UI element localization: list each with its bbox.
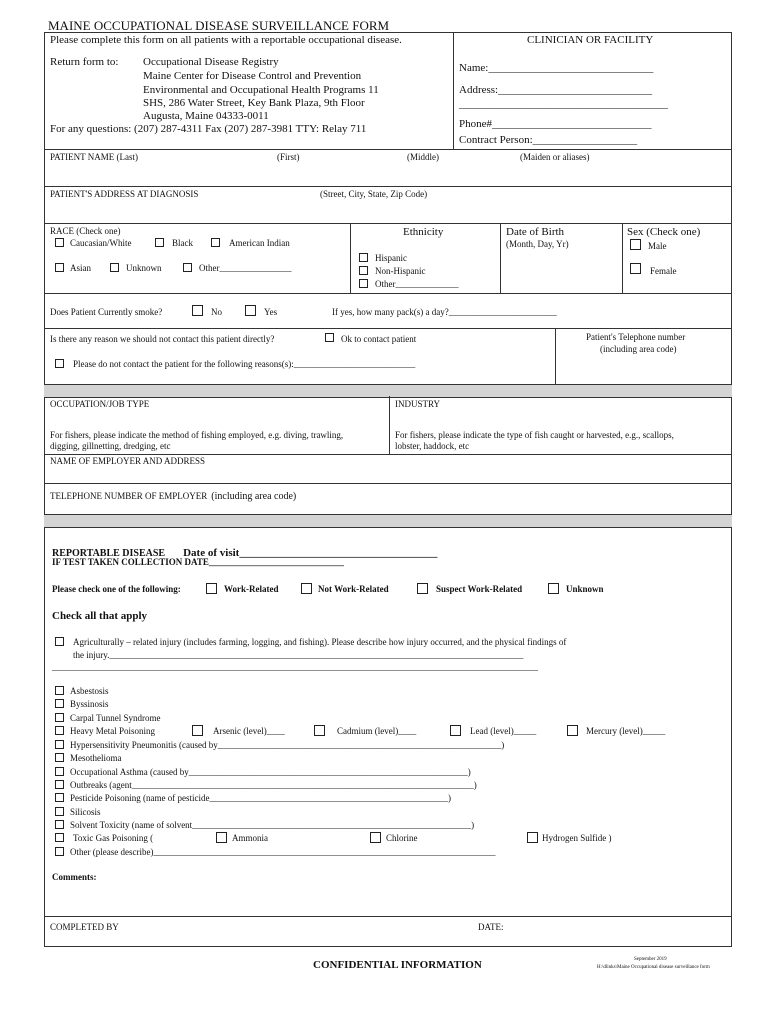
hydrogen-sulfide-checkbox[interactable] [527,832,538,843]
race-american-indian-checkbox[interactable] [211,238,220,247]
return-line: Environmental and Occupational Health Programs 11 [143,84,379,96]
clinician-phone-field[interactable]: Phone#_____________________________ [459,118,652,130]
clinician-name-field[interactable]: Name:______________________________ [459,62,654,74]
sex-female-checkbox[interactable] [630,263,641,274]
employer-phone-hint: (including area code) [211,491,297,502]
solvent-checkbox[interactable] [55,820,64,829]
ammonia-label: Ammonia [232,833,268,843]
mercury-field[interactable]: Mercury (level)_____ [586,726,666,736]
clinician-address-line2[interactable]: ______________________________________ [459,98,668,110]
patient-phone-hint: (including area code) [600,344,677,354]
reportable-disease-label: REPORTABLE DISEASE [52,548,166,559]
patient-name-first-label: (First) [277,152,300,162]
completed-by-label: COMPLETED BY [50,922,119,932]
lead-field[interactable]: Lead (level)_____ [470,726,537,736]
mercury-checkbox[interactable] [567,725,578,736]
instructions: Please complete this form on all patients with a reportable occupational disease. [50,34,402,46]
footer-date: September 2019 [634,957,667,962]
silicosis-checkbox[interactable] [55,807,64,816]
work-related-checkbox[interactable] [206,583,217,594]
carpal-tunnel-label: Carpal Tunnel Syndrome [70,713,161,723]
footer-file: H:\dlinks\Maine Occupational disease surveillance form [597,965,710,970]
test-date-field[interactable]: IF TEST TAKEN COLLECTION DATE______________________________ [52,557,344,567]
agricultural-description-line2[interactable]: ____________________________________________________________________________________________________________ [52,662,538,672]
employer-phone-label: TELEPHONE NUMBER OF EMPLOYER [50,491,208,501]
pesticide-checkbox[interactable] [55,793,64,802]
date-label: DATE: [478,922,504,932]
race-unknown-label: Unknown [126,263,162,273]
unknown-checkbox[interactable] [548,583,559,594]
race-unknown-checkbox[interactable] [110,263,119,272]
dob-hint: (Month, Day, Yr) [506,239,569,249]
confidential-label: CONFIDENTIAL INFORMATION [313,959,482,971]
sex-female-label: Female [650,266,677,276]
pesticide-field[interactable]: Pesticide Poisoning (name of pesticide_____________________________________________________) [70,793,451,803]
toxic-gas-checkbox[interactable] [55,833,64,842]
check-all-label: Check all that apply [52,610,148,622]
return-line: Occupational Disease Registry [143,56,279,68]
sex-male-label: Male [648,241,667,251]
industry-fishers-hint: For fishers, please indicate the type of fish caught or harvested, e.g., scallops, [395,430,674,440]
lead-checkbox[interactable] [450,725,461,736]
hypersensitivity-checkbox[interactable] [55,740,64,749]
ethnicity-non-hispanic-label: Non-Hispanic [375,266,426,276]
outbreaks-field[interactable]: Outbreaks (agent____________________________________________________________________________) [70,780,477,790]
smoke-question: Does Patient Currently smoke? [50,307,163,317]
byssinosis-label: Byssinosis [70,699,109,709]
employer-name-label: NAME OF EMPLOYER AND ADDRESS [50,456,206,466]
not-work-related-checkbox[interactable] [301,583,312,594]
race-black-checkbox[interactable] [155,238,164,247]
return-line: Maine Center for Disease Control and Prevention [143,70,362,82]
return-line: Augusta, Maine 04333-0011 [143,110,269,122]
race-label: RACE (Check one) [50,226,121,236]
work-related-label: Work-Related [224,584,279,594]
smoke-yes-label: Yes [264,307,278,317]
asbestosis-checkbox[interactable] [55,686,64,695]
chlorine-label: Chlorine [386,833,418,843]
race-caucasian-label: Caucasian/White [70,238,132,248]
dob-label: Date of Birth [506,226,565,238]
occupation-fishers-hint: For fishers, please indicate the method of fishing employed, e.g. diving, trawling, [50,430,344,440]
outbreaks-checkbox[interactable] [55,780,64,789]
patient-name-middle-label: (Middle) [407,152,439,162]
race-asian-checkbox[interactable] [55,263,64,272]
ethnicity-hispanic-checkbox[interactable] [359,253,368,262]
cadmium-field[interactable]: Cadmium (level)____ [337,726,417,736]
return-line: SHS, 286 Water Street, Key Bank Plaza, 9th Floor [143,97,365,109]
questions-contact: For any questions: (207) 287-4311 Fax (207) 287-3981 TTY: Relay 711 [50,123,367,135]
heavy-metal-checkbox[interactable] [55,726,64,735]
byssinosis-checkbox[interactable] [55,699,64,708]
smoke-yes-checkbox[interactable] [245,305,256,316]
hydrogen-sulfide-label: Hydrogen Sulfide ) [542,833,612,843]
patient-address-hint: (Street, City, State, Zip Code) [320,189,428,199]
sex-label: Sex (Check one) [627,226,701,238]
other-disease-checkbox[interactable] [55,847,64,856]
agricultural-checkbox[interactable] [55,637,64,646]
patient-address-label: PATIENT'S ADDRESS AT DIAGNOSIS [50,189,199,199]
not-work-related-label: Not Work-Related [318,584,389,594]
ethnicity-hispanic-label: Hispanic [375,253,407,263]
ethnicity-non-hispanic-checkbox[interactable] [359,266,368,275]
race-other-checkbox[interactable] [183,263,192,272]
race-american-indian-label: American Indian [229,238,290,248]
clinician-address-field[interactable]: Address:____________________________ [459,84,653,96]
ammonia-checkbox[interactable] [216,832,227,843]
occupation-fishers-hint-2: digging, gillnetting, dredging, etc [50,441,171,451]
clinician-title: CLINICIAN OR FACILITY [527,34,654,46]
sex-male-checkbox[interactable] [630,239,641,250]
industry-label: INDUSTRY [395,399,441,409]
heavy-metal-label: Heavy Metal Poisoning [70,726,155,736]
smoke-no-label: No [211,307,222,317]
toxic-gas-label: Toxic Gas Poisoning ( [73,833,154,843]
return-label: Return form to: [50,56,119,68]
contact-donot-checkbox[interactable] [55,359,64,368]
race-black-label: Black [172,238,193,248]
patient-name-last-label: PATIENT NAME (Last) [50,152,138,162]
ethnicity-other-checkbox[interactable] [359,279,368,288]
suspect-work-related-label: Suspect Work-Related [436,584,523,594]
smoke-no-checkbox[interactable] [192,305,203,316]
mesothelioma-label: Mesothelioma [70,753,122,763]
patient-name-maiden-label: (Maiden or aliases) [520,152,590,162]
employer-phone-row [50,486,296,504]
asbestosis-label: Asbestosis [70,686,109,696]
carpal-tunnel-checkbox[interactable] [55,713,64,722]
asthma-checkbox[interactable] [55,767,64,776]
race-other-field[interactable]: Other________________ [199,263,292,273]
occupation-label: OCCUPATION/JOB TYPE [50,399,150,409]
comments-label: Comments: [52,872,97,882]
other-disease-field[interactable]: Other (please describe)____________________________________________________________________________ [70,847,496,857]
contact-question: Is there any reason we should not contact this patient directly? [50,334,275,344]
chlorine-checkbox[interactable] [370,832,381,843]
agricultural-label: Agriculturally – related injury (includes farming, logging, and fishing). Please describe how injury occurred, and the physical findings of [73,637,567,647]
arsenic-checkbox[interactable] [192,725,203,736]
ethnicity-other-field[interactable]: Other______________ [375,279,459,289]
solvent-field[interactable]: Solvent Toxicity (name of solvent______________________________________________________________) [70,820,475,830]
check-one-label: Please check one of the following: [52,584,181,594]
arsenic-field[interactable]: Arsenic (level)____ [213,726,285,736]
ethnicity-label: Ethnicity [403,226,444,238]
silicosis-label: Silicosis [70,807,101,817]
industry-fishers-hint-2: lobster, haddock, etc [395,441,470,451]
agricultural-description-field[interactable]: the injury.____________________________________________________________________________________________ [73,650,524,660]
suspect-work-related-checkbox[interactable] [417,583,428,594]
mesothelioma-checkbox[interactable] [55,753,64,762]
hypersensitivity-field[interactable]: Hypersensitivity Pneumonitis (caused by_______________________________________________________________) [70,740,505,750]
clinician-contact-field[interactable]: Contract Person:___________________ [459,134,638,146]
visit-date-field[interactable]: Date of visit____________________________________ [183,547,438,559]
race-asian-label: Asian [70,263,91,273]
contact-ok-label: Ok to contact patient [341,334,417,344]
unknown-label: Unknown [566,584,604,594]
cadmium-checkbox[interactable] [314,725,325,736]
smoke-packs-field[interactable]: If yes, how many pack(s) a day?________________________ [332,307,557,317]
form-title: MAINE OCCUPATIONAL DISEASE SURVEILLANCE FORM [48,18,390,33]
contact-donot-field[interactable]: Please do not contact the patient for the following reasons(s):___________________________ [73,359,416,369]
race-caucasian-checkbox[interactable] [55,238,64,247]
asthma-field[interactable]: Occupational Asthma (caused by______________________________________________________________) [70,767,471,777]
patient-phone-label: Patient's Telephone number [586,332,686,342]
contact-ok-checkbox[interactable] [325,333,334,342]
